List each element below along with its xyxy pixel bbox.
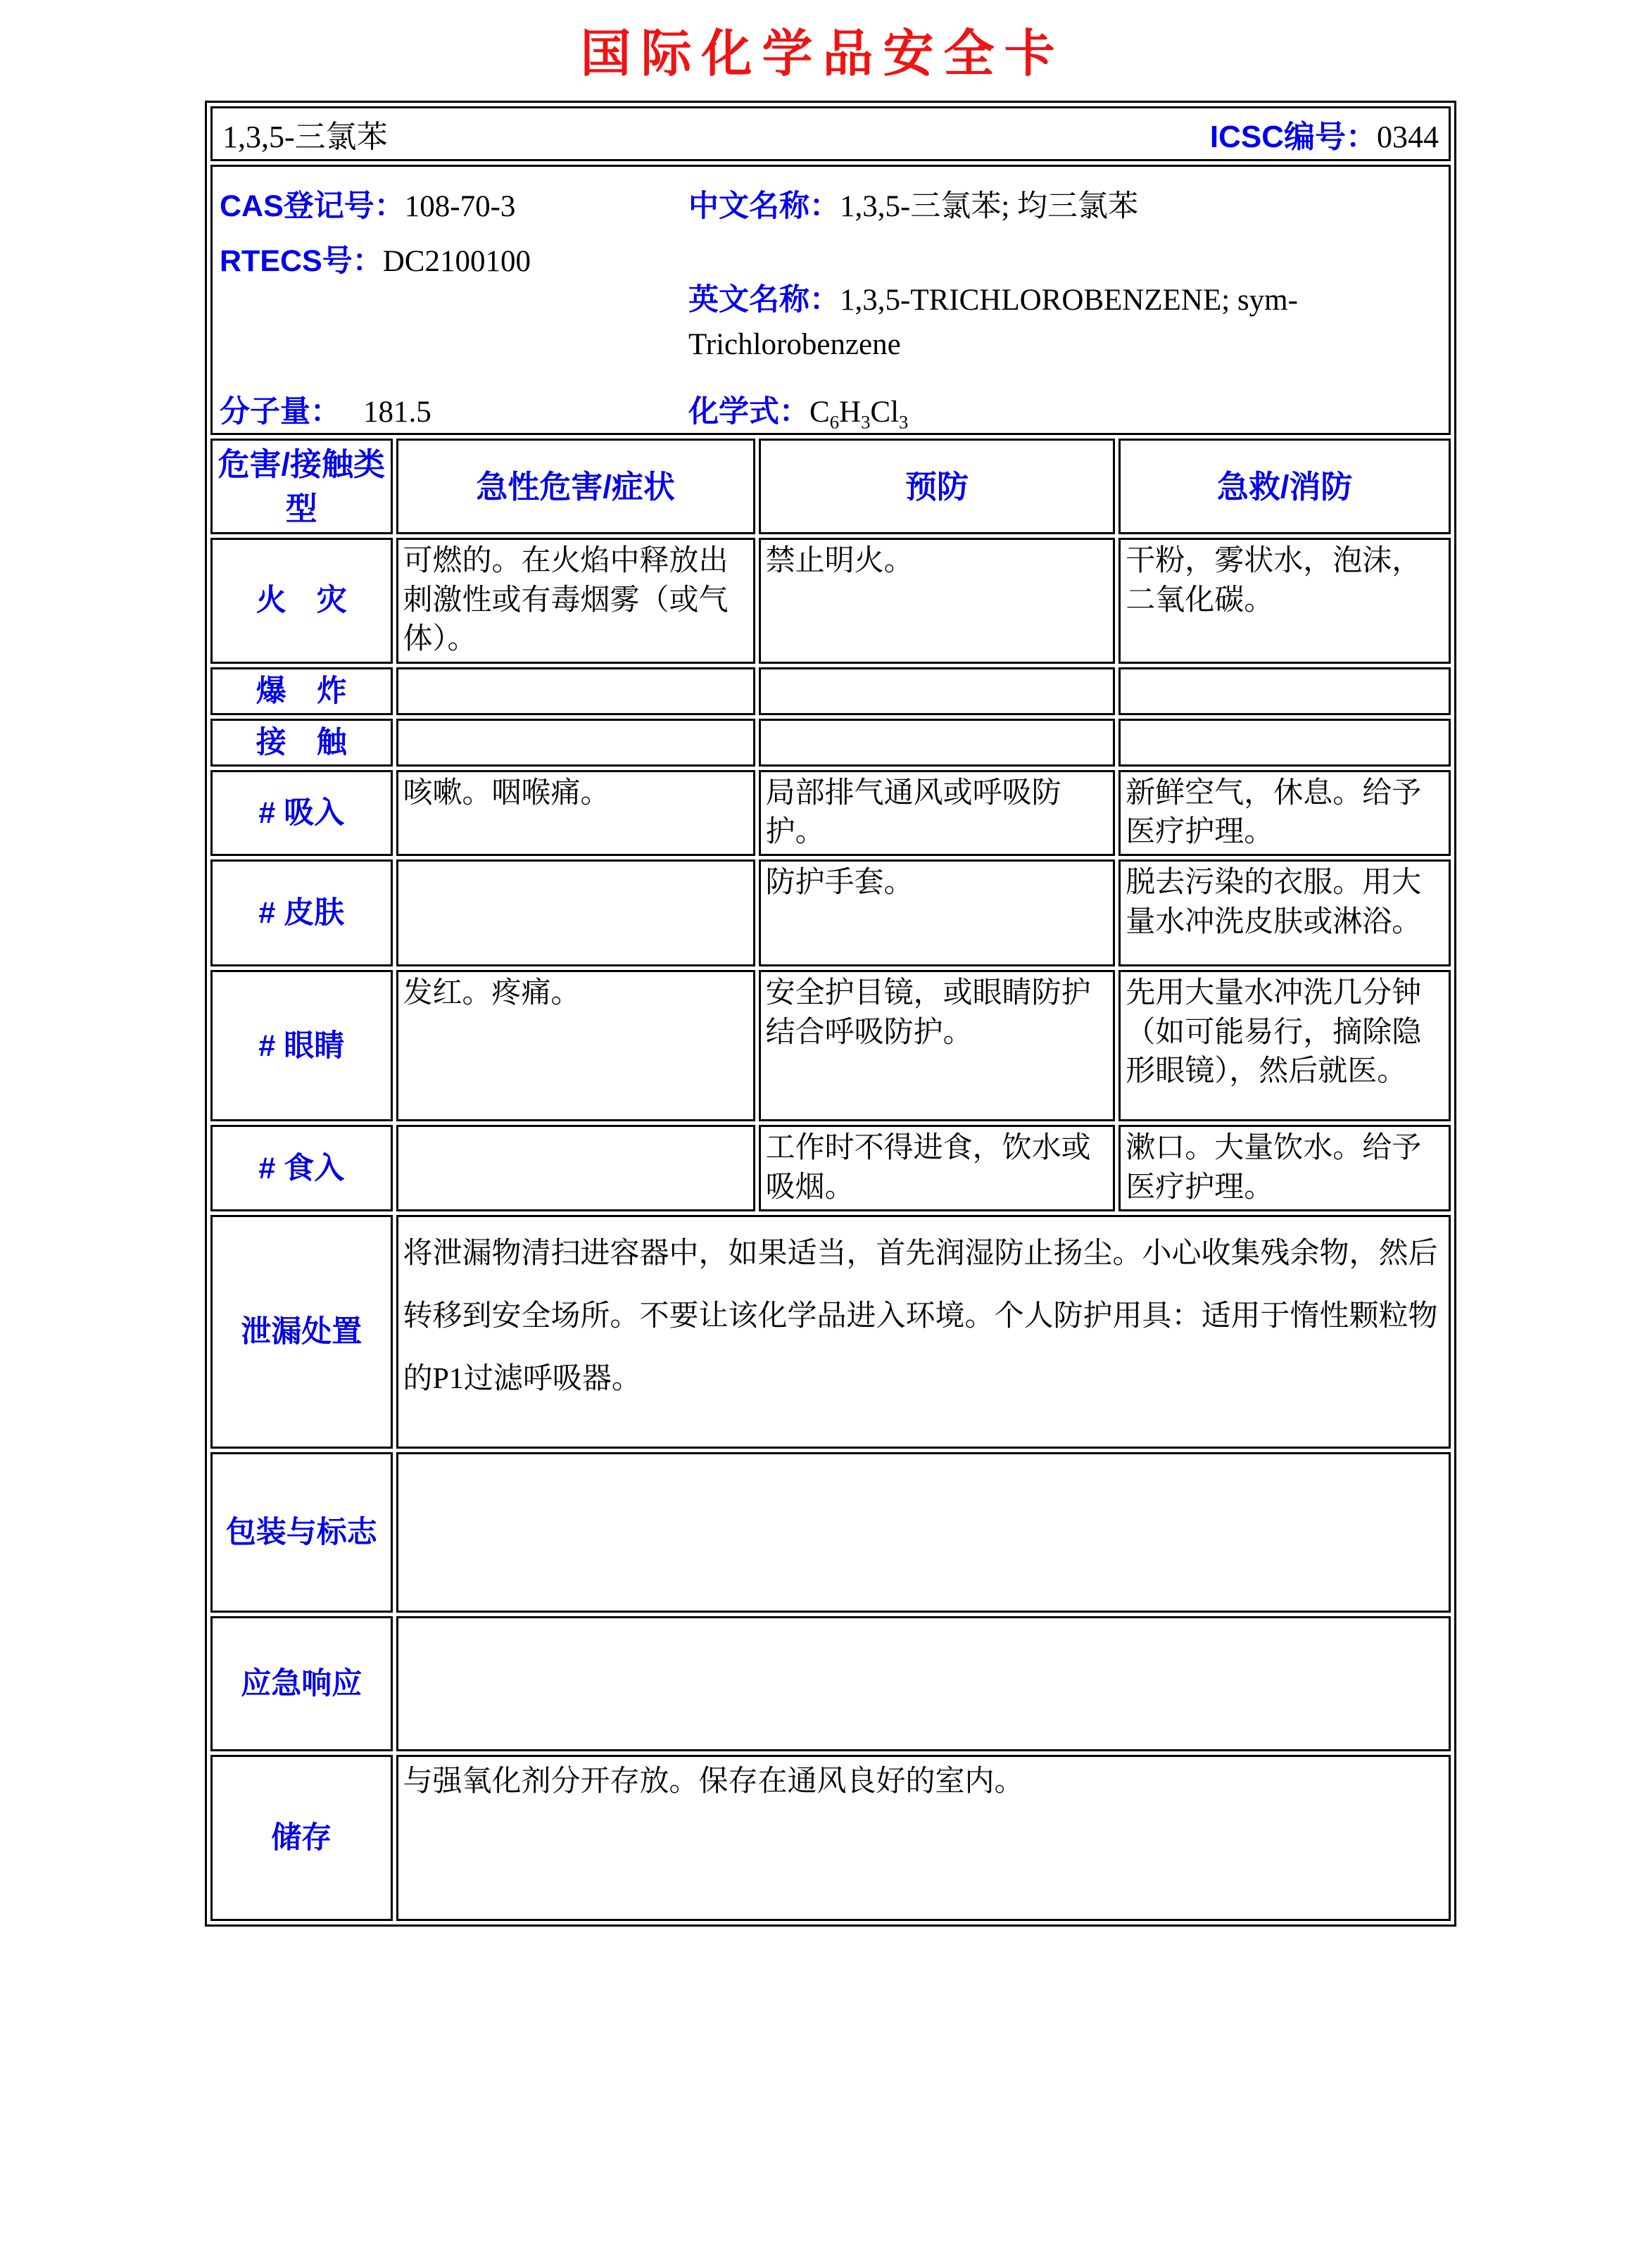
row-skin-firstaid: 脱去污染的衣服。用大量水冲洗皮肤或淋浴。: [1118, 859, 1451, 966]
row-exposure-label: 接 触: [210, 719, 393, 767]
chinese-name-label: 中文名称：: [688, 189, 840, 224]
header-hazard-type: 危害/接触类型: [210, 439, 393, 534]
row-inhalation-prevention: 局部排气通风或呼吸防护。: [759, 770, 1116, 857]
row-explosion-symptoms: [396, 667, 755, 715]
cas-number-field: [220, 182, 515, 225]
row-ingestion-symptoms: [396, 1125, 755, 1211]
row-storage-label: 储存: [210, 1755, 393, 1921]
safety-card: [205, 101, 1456, 1927]
info-cell: [210, 165, 1451, 435]
chinese-name-value: 1,3,5-三氯苯; 均三氯苯: [840, 190, 1139, 224]
row-emergency-response: [210, 1616, 1451, 1751]
row-explosion-firstaid: [1118, 667, 1451, 715]
row-spillage-label: 泄漏处置: [210, 1215, 393, 1449]
icsc-number: 0344: [1377, 120, 1439, 155]
row-skin-symptoms: [396, 859, 755, 966]
title-bar-row: [210, 106, 1451, 161]
row-packaging: [210, 1452, 1451, 1613]
row-ingestion: [210, 1125, 1451, 1211]
molecular-weight-field: [220, 388, 431, 431]
row-storage: [210, 1755, 1451, 1921]
table-header-row: [210, 439, 1451, 534]
row-exposure-symptoms: [396, 719, 755, 767]
row-inhalation: [210, 770, 1451, 857]
header-acute-symptoms: 急性危害/症状: [396, 439, 755, 534]
row-exposure-prevention: [759, 719, 1116, 767]
row-exposure-firstaid: [1118, 719, 1451, 767]
molecular-weight-label: 分子量：: [220, 395, 341, 429]
row-inhalation-symptoms: 咳嗽。咽喉痛。: [396, 770, 755, 857]
row-eyes-firstaid: 先用大量水冲洗几分钟（如可能易行，摘除隐形眼镜），然后就医。: [1118, 970, 1451, 1121]
chemical-formula-value: $C_6H_3Cl_3$: [809, 396, 909, 433]
row-emergency-response-label: 应急响应: [210, 1616, 393, 1751]
row-skin: [210, 859, 1451, 966]
chemical-name: 1,3,5-三氯苯: [222, 120, 388, 155]
rtecs-value: DC2100100: [382, 245, 531, 279]
row-exposure: [210, 719, 1451, 767]
row-spillage-content: 将泄漏物清扫进容器中，如果适当，首先润湿防止扬尘。小心收集残余物，然后转移到安全场所。不要让该化学品进入环境。个人防护用具：适用于惰性颗粒物的P1过滤呼吸器。: [396, 1215, 1451, 1449]
rtecs-number-field: [220, 237, 531, 280]
cas-value: 108-70-3: [404, 190, 516, 224]
row-ingestion-prevention: 工作时不得进食，饮水或吸烟。: [759, 1125, 1116, 1211]
row-fire: [210, 538, 1451, 663]
row-ingestion-label: # 食入: [210, 1125, 393, 1211]
english-name-label: 英文名称：: [688, 283, 840, 317]
cas-label: CAS登记号：: [220, 189, 405, 224]
row-eyes: [210, 970, 1451, 1121]
row-ingestion-firstaid: 漱口。大量饮水。给予医疗护理。: [1118, 1125, 1451, 1211]
header-prevention: 预防: [759, 439, 1116, 534]
chinese-name-field: [688, 182, 1138, 225]
row-fire-label: 火 灾: [210, 538, 393, 663]
row-inhalation-label: # 吸入: [210, 770, 393, 857]
icsc-label: ICSC编号：: [1209, 120, 1377, 155]
header-firstaid-firefighting: 急救/消防: [1118, 439, 1451, 534]
info-row: [210, 165, 1451, 435]
row-spillage: [210, 1215, 1451, 1449]
title-bar-cell: [210, 106, 1451, 161]
row-skin-prevention: 防护手套。: [759, 859, 1116, 966]
row-explosion: [210, 667, 1451, 715]
row-packaging-content: [396, 1452, 1451, 1613]
row-eyes-symptoms: 发红。疼痛。: [396, 970, 755, 1121]
row-explosion-prevention: [759, 667, 1116, 715]
row-explosion-label: 爆 炸: [210, 667, 393, 715]
row-packaging-label: 包装与标志: [210, 1452, 393, 1613]
chemical-formula-label: 化学式：: [688, 395, 809, 429]
english-name-field: [688, 278, 1343, 367]
row-inhalation-firstaid: 新鲜空气，休息。给予医疗护理。: [1118, 770, 1451, 857]
icsc-number-group: [1210, 111, 1439, 156]
molecular-weight-value: 181.5: [363, 396, 431, 429]
safety-card-table: [207, 103, 1454, 1924]
row-emergency-response-content: [396, 1616, 1451, 1751]
row-eyes-prevention: 安全护目镜，或眼睛防护结合呼吸防护。: [759, 970, 1116, 1121]
row-storage-content: 与强氧化剂分开存放。保存在通风良好的室内。: [396, 1755, 1451, 1921]
english-name-value: 1,3,5-TRICHLOROBENZENE; sym-Trichlorobenzene: [688, 284, 1298, 361]
row-fire-symptoms: 可燃的。在火焰中释放出刺激性或有毒烟雾（或气体）。: [396, 538, 755, 663]
row-eyes-label: # 眼睛: [210, 970, 393, 1121]
row-skin-label: # 皮肤: [210, 859, 393, 966]
chemical-formula-field: [688, 388, 908, 434]
row-fire-prevention: 禁止明火。: [759, 538, 1116, 663]
row-fire-firstaid: 干粉，雾状水，泡沫，二氧化碳。: [1118, 538, 1451, 663]
page-title: 国际化学品安全卡: [580, 26, 1065, 82]
rtecs-label: RTECS号：: [220, 244, 383, 279]
